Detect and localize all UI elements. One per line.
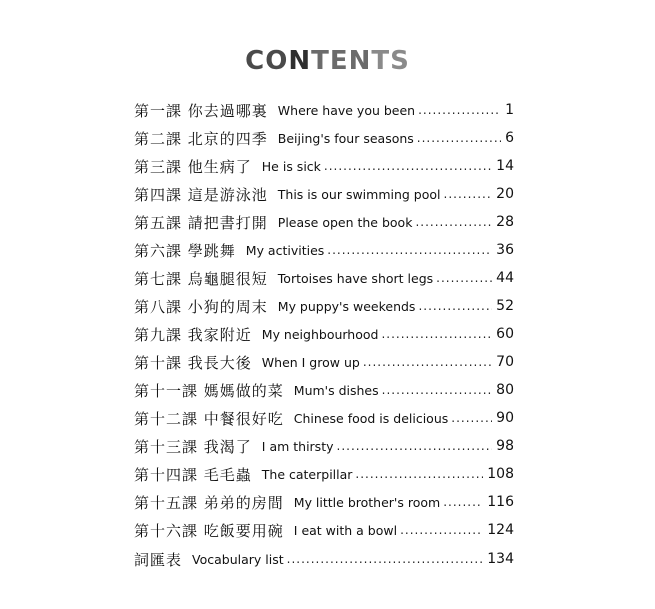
title-part: EN	[329, 46, 372, 76]
page-number: 20	[496, 186, 514, 202]
page-number: 124	[487, 522, 514, 538]
title-part: T	[311, 46, 330, 76]
toc-entry	[134, 545, 514, 573]
page-number: 52	[496, 298, 514, 314]
title-part: TS	[371, 46, 410, 76]
lesson-english-title: Please open the book	[277, 214, 413, 230]
lesson-chinese-title: 第十五課 弟弟的房間	[134, 493, 284, 512]
page-number: 1	[505, 102, 514, 118]
dot-leader	[287, 551, 484, 567]
dot-leader	[400, 522, 483, 538]
toc-entry	[134, 432, 514, 460]
lesson-english-title: I eat with a bowl	[293, 522, 398, 538]
dot-leader	[451, 410, 492, 426]
toc-entry	[134, 96, 514, 124]
toc-entry	[134, 292, 514, 320]
lesson-chinese-title: 第九課 我家附近	[134, 325, 252, 344]
lesson-chinese-title: 第十課 我長大後	[134, 353, 252, 372]
page-number: 14	[496, 158, 514, 174]
toc-entry	[134, 208, 514, 236]
page-number: 80	[496, 382, 514, 398]
title-part: CO	[245, 46, 289, 76]
toc-entry	[134, 236, 514, 264]
page-number: 44	[496, 270, 514, 286]
dot-leader	[436, 270, 492, 286]
page-number: 134	[487, 551, 514, 567]
dot-leader	[418, 102, 501, 118]
page-number: 6	[505, 130, 514, 146]
toc-entry	[134, 488, 514, 516]
lesson-english-title: I am thirsty	[261, 438, 334, 454]
page-number: 108	[487, 466, 514, 482]
lesson-english-title: Mum's dishes	[293, 382, 379, 398]
lesson-english-title: This is our swimming pool	[277, 186, 441, 202]
lesson-chinese-title: 第十三課 我渴了	[134, 437, 252, 456]
toc-entry	[134, 152, 514, 180]
lesson-english-title: My puppy's weekends	[277, 298, 416, 314]
page-number: 90	[496, 410, 514, 426]
page-number: 98	[496, 438, 514, 454]
lesson-english-title: My activities	[245, 242, 325, 258]
page-number: 70	[496, 354, 514, 370]
vocabulary-chinese-title: 詞匯表	[134, 550, 183, 569]
lesson-english-title: Tortoises have short legs	[277, 270, 434, 286]
lesson-chinese-title: 第十四課 毛毛蟲	[134, 465, 252, 484]
lesson-chinese-title: 第八課 小狗的周末	[134, 297, 268, 316]
lesson-english-title: My neighbourhood	[261, 326, 379, 342]
toc-entry	[134, 320, 514, 348]
lesson-chinese-title: 第十二課 中餐很好吃	[134, 409, 284, 428]
lesson-chinese-title: 第三課 他生病了	[134, 157, 252, 176]
toc-entry	[134, 460, 514, 488]
lesson-chinese-title: 第六課 學跳舞	[134, 241, 236, 260]
dot-leader	[444, 186, 493, 202]
vocabulary-english-title: Vocabulary list	[192, 551, 284, 567]
toc-entry	[134, 124, 514, 152]
lesson-english-title: Chinese food is delicious	[293, 410, 449, 426]
dot-leader	[415, 214, 492, 230]
title-part: N	[288, 46, 312, 76]
toc-entry	[134, 348, 514, 376]
lesson-english-title: When I grow up	[261, 354, 360, 370]
table-of-contents	[134, 96, 514, 573]
dot-leader	[418, 298, 492, 314]
lesson-chinese-title: 第四課 這是游泳池	[134, 185, 268, 204]
dot-leader	[355, 466, 483, 482]
dot-leader	[337, 438, 493, 454]
dot-leader	[417, 130, 501, 146]
page-number: 36	[496, 242, 514, 258]
lesson-chinese-title: 第一課 你去過哪裏	[134, 101, 268, 120]
lesson-english-title: My little brother's room	[293, 494, 441, 510]
page-number: 28	[496, 214, 514, 230]
dot-leader	[327, 242, 492, 258]
lesson-english-title: The caterpillar	[261, 466, 353, 482]
toc-entry	[134, 264, 514, 292]
dot-leader	[381, 326, 492, 342]
dot-leader	[324, 158, 492, 174]
lesson-english-title: He is sick	[261, 158, 321, 174]
lesson-chinese-title: 第十一課 媽媽做的菜	[134, 381, 284, 400]
dot-leader	[382, 382, 493, 398]
toc-entry	[134, 376, 514, 404]
lesson-chinese-title: 第二課 北京的四季	[134, 129, 268, 148]
lesson-english-title: Where have you been	[277, 102, 416, 118]
toc-entry	[134, 404, 514, 432]
toc-entry	[134, 180, 514, 208]
lesson-chinese-title: 第十六課 吃飯要用碗	[134, 521, 284, 540]
lesson-chinese-title: 第七課 烏龜腿很短	[134, 269, 268, 288]
lesson-english-title: Beijing's four seasons	[277, 130, 414, 146]
page-title	[0, 46, 655, 76]
page-number: 60	[496, 326, 514, 342]
lesson-chinese-title: 第五課 請把書打開	[134, 213, 268, 232]
dot-leader	[443, 494, 483, 510]
dot-leader	[363, 354, 492, 370]
toc-entry	[134, 516, 514, 544]
page-number: 116	[487, 494, 514, 510]
